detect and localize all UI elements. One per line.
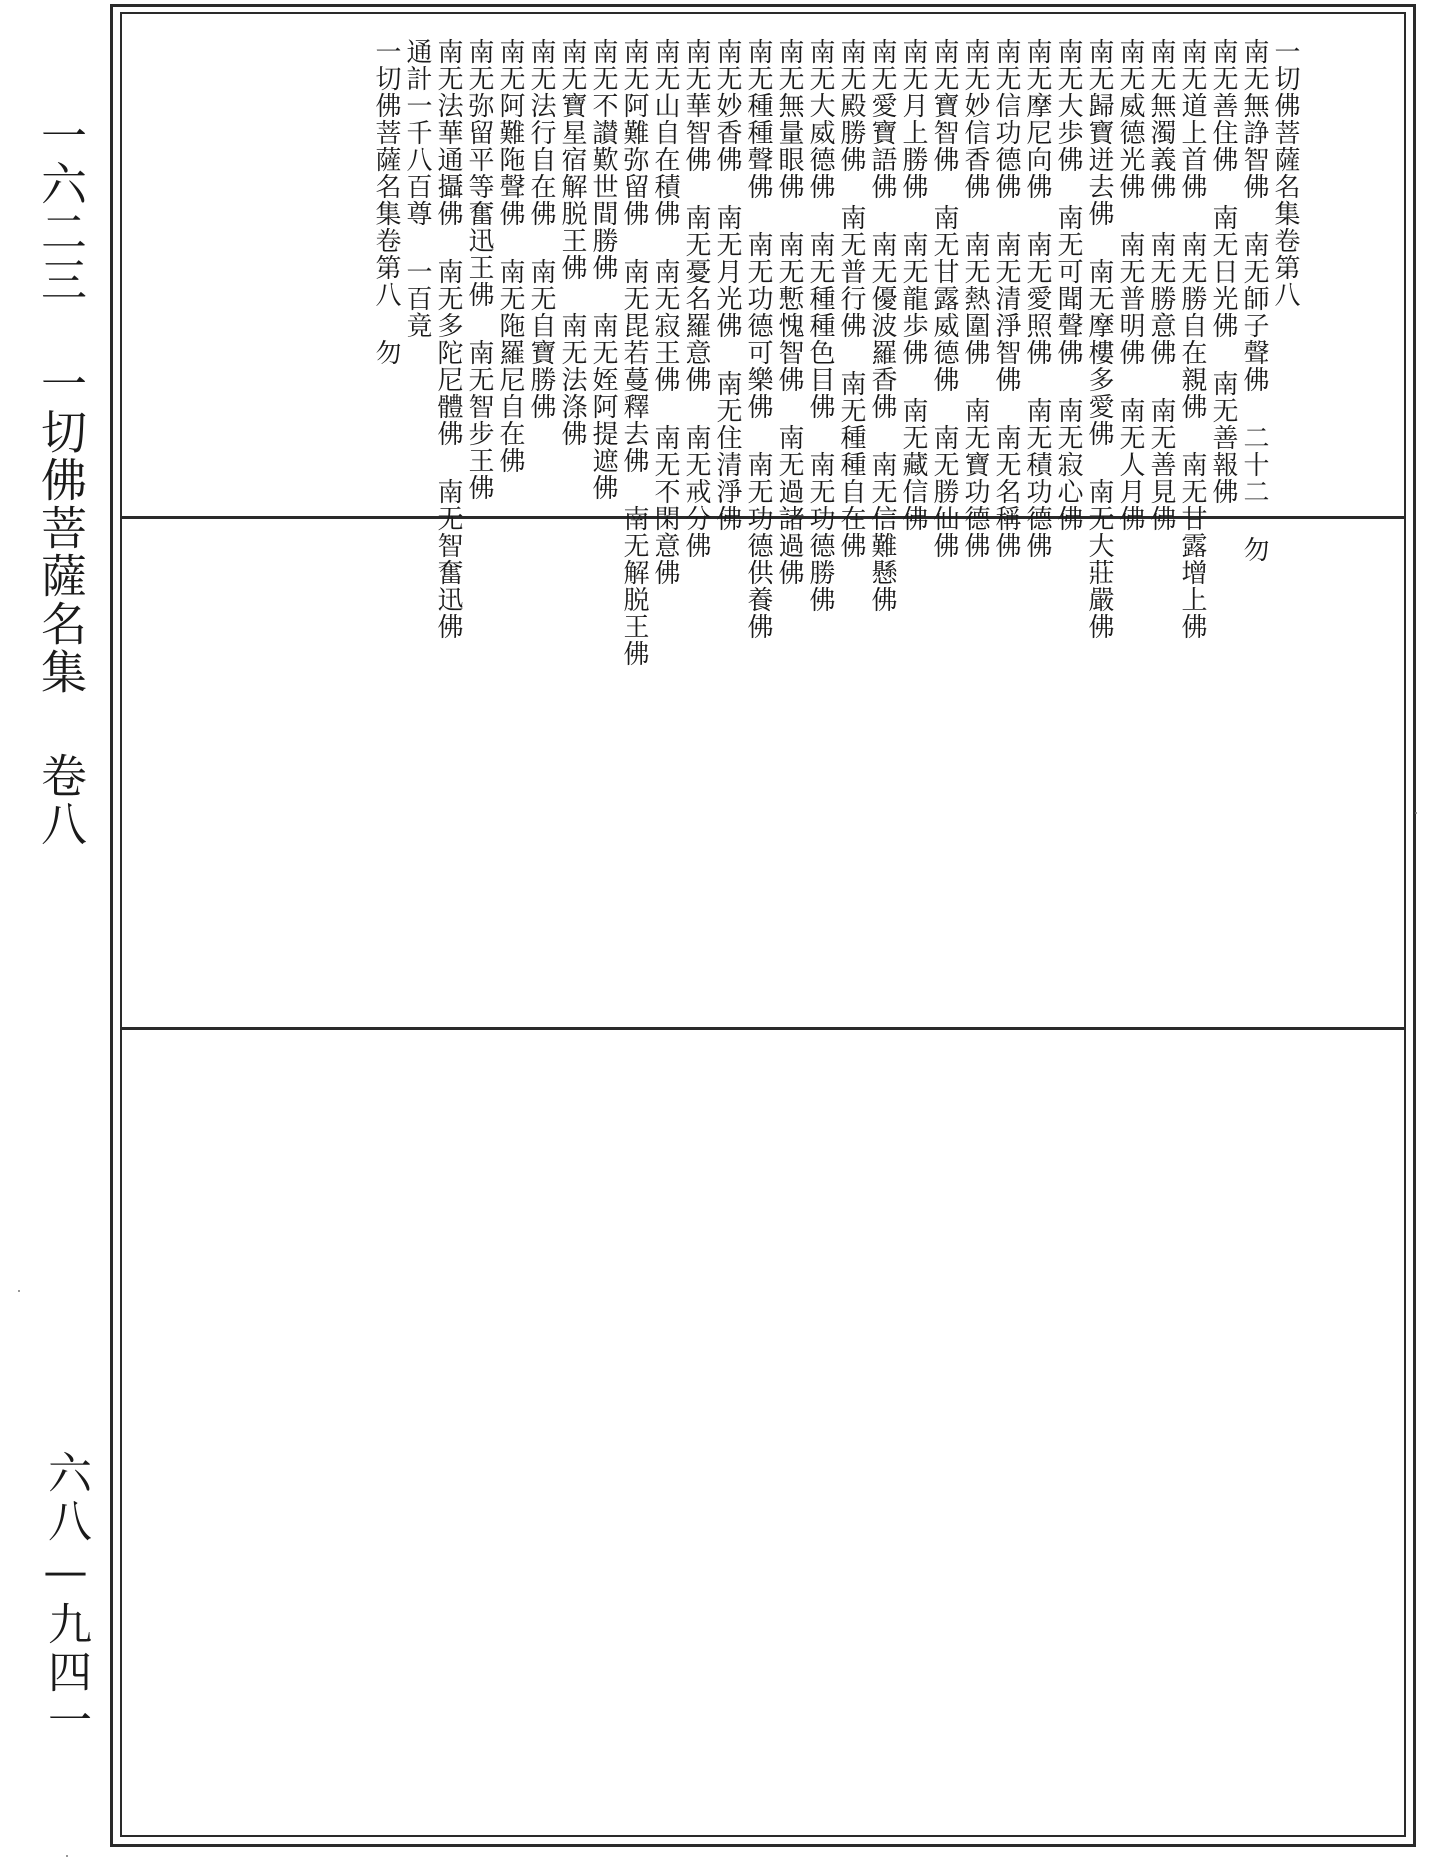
- scripture-column: 南无不讃歎世間勝佛 南无姪阿提遮佛: [588, 38, 618, 501]
- scripture-column: 通計一千八百尊 一百竟: [402, 38, 432, 339]
- scripture-column: 南无種種聲佛 南无功德可樂佛 南无功德供養佛: [743, 38, 773, 640]
- scripture-column: 南无歸寶迸去佛 南无摩樓多愛佛 南无大莊嚴佛: [1084, 38, 1114, 640]
- scripture-column: 南无殿勝佛 南无普行佛 南无種種自在佛: [836, 38, 866, 559]
- scripture-column: 南无月上勝佛 南无龍歩佛 南无藏信佛: [898, 38, 928, 532]
- scripture-column: 南无信功德佛 南无清淨智佛 南无名稱佛: [991, 38, 1021, 559]
- page-number: 六八—九四一: [40, 1450, 91, 1745]
- scripture-column: 南无妙信香佛 南无熱圍佛 南无寶功德佛: [960, 38, 990, 559]
- panel-divider-bottom: [120, 1027, 1406, 1030]
- scan-speck: [18, 1290, 20, 1292]
- scripture-column: 南无阿難弥留佛 南无毘若蔓釋去佛 南无解脱王佛: [619, 38, 649, 667]
- scripture-column: 一切佛菩薩名集卷第八: [1270, 38, 1300, 308]
- scripture-text-panel: [200, 38, 1300, 667]
- scripture-column: 南无道上首佛 南无勝自在親佛 南无甘露增上佛: [1177, 38, 1207, 640]
- scripture-column: 南无妙香佛 南无月光佛 南无住清淨佛: [712, 38, 742, 532]
- scripture-column: 南无摩尼向佛 南无愛照佛 南无積功德佛: [1022, 38, 1052, 559]
- scripture-column: 南无阿難陁聲佛 南无陁羅尼自在佛: [495, 38, 525, 474]
- scripture-column: 南无大歩佛 南无可聞聲佛 南无寂心佛: [1053, 38, 1083, 532]
- scripture-column: 南无寶星宿解脱王佛 南无法涤佛: [557, 38, 587, 447]
- scripture-column: 南无山自在積佛 南无寂王佛 南无不閑意佛: [650, 38, 680, 586]
- margin-title: 一六二三 一切佛菩薩名集 卷八: [34, 112, 88, 848]
- scripture-column: 南无華智佛 南无憂名羅意佛 南无戒分佛: [681, 38, 711, 559]
- scan-speck: [66, 1855, 68, 1857]
- scripture-column: 南无威德光佛 南无普明佛 南无人月佛: [1115, 38, 1145, 532]
- scripture-column: 南无大威德佛 南无種種色目佛 南无功德勝佛: [805, 38, 835, 613]
- scripture-column: 南无無諍智佛 南无師子聲佛 二十二 勿: [1239, 38, 1269, 563]
- scripture-column: 南无愛寶語佛 南无優波羅香佛 南无信難懸佛: [867, 38, 897, 613]
- scripture-column: 南无善住佛 南无日光佛 南无善報佛: [1208, 38, 1238, 505]
- scripture-column: 南无無量眼佛 南无慙愧智佛 南无過諸過佛: [774, 38, 804, 586]
- scripture-column: 南无無濁義佛 南无勝意佛 南无善見佛: [1146, 38, 1176, 532]
- scripture-column: 一切佛菩薩名集卷第八 勿: [371, 38, 401, 366]
- scripture-column: 南无寶智佛 南无甘露威德佛 南无勝仙佛: [929, 38, 959, 559]
- scripture-column: 南无弥留平等奮迅王佛 南无智步王佛: [464, 38, 494, 501]
- scripture-column: 南无法行自在佛 南无自寶勝佛: [526, 38, 556, 420]
- scripture-column: 南无法華通攝佛 南无多陀尼體佛 南无智奮迅佛: [433, 38, 463, 640]
- scan-speck: [1415, 812, 1417, 814]
